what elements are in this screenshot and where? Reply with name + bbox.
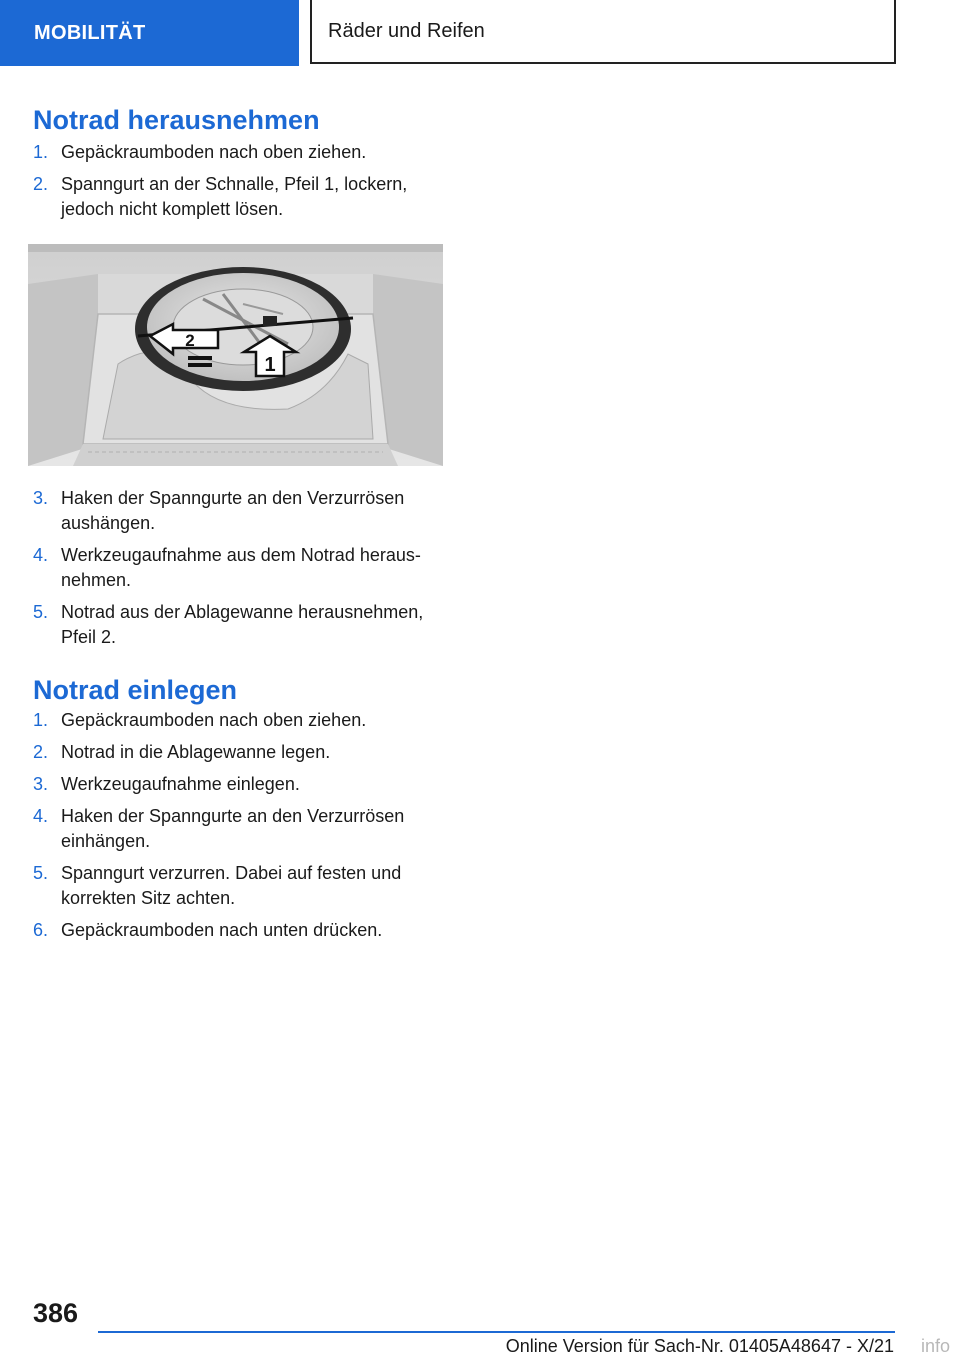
step-number: 1. xyxy=(33,142,49,162)
step-number: 1. xyxy=(33,710,49,730)
list-item xyxy=(33,918,448,943)
step-text: Werkzeugaufnahme aus dem Notrad heraus-nehmen. xyxy=(61,545,421,590)
section-label: MOBILITÄT xyxy=(34,21,146,44)
chapter-header xyxy=(310,0,896,64)
arrow-1-label: 1 xyxy=(264,354,276,376)
step-text: Gepäckraumboden nach oben ziehen. xyxy=(61,142,367,162)
list-item xyxy=(33,140,448,165)
list-item xyxy=(33,600,448,650)
step-number: 6. xyxy=(33,920,49,940)
insert-steps-list xyxy=(33,708,448,943)
step-text: Notrad aus der Ablagewanne herausnehmen, Pfeil 2. xyxy=(61,602,424,647)
step-number: 3. xyxy=(33,774,49,794)
page-number: 386 xyxy=(33,1298,79,1328)
watermark: info xyxy=(920,1336,950,1356)
step-number: 4. xyxy=(33,545,49,565)
list-item xyxy=(33,772,448,797)
arrow-2-label: 2 xyxy=(185,331,195,350)
online-version-note: Online Version für Sach-Nr. 01405A48647 - X/21 xyxy=(505,1336,894,1356)
step-text: Gepäckraumboden nach oben ziehen. xyxy=(61,710,367,730)
step-number: 4. xyxy=(33,806,49,826)
step-text: Werkzeugaufnahme einlegen. xyxy=(61,774,300,794)
step-text: Spanngurt an der Schnalle, Pfeil 1, lockern, jedoch nicht komplett lösen. xyxy=(61,174,408,219)
step-text: Haken der Spanngurte an den Verzurrösen einhängen. xyxy=(61,806,405,851)
list-item xyxy=(33,740,448,765)
step-number: 5. xyxy=(33,602,49,622)
list-item xyxy=(33,861,448,911)
spare-wheel-figure xyxy=(28,244,443,466)
step-number: 2. xyxy=(33,742,49,762)
step-text: Gepäckraumboden nach unten drücken. xyxy=(61,920,383,940)
section-title-insert: Notrad einlegen xyxy=(33,675,238,705)
step-text: Haken der Spanngurte an den Verzurrösen aushängen. xyxy=(61,488,405,533)
step-text: Notrad in die Ablagewanne legen. xyxy=(61,742,331,762)
list-item xyxy=(33,486,448,536)
list-item xyxy=(33,804,448,854)
section-tab xyxy=(0,0,299,66)
chapter-label: Räder und Reifen xyxy=(328,19,485,42)
step-text: Spanngurt verzurren. Dabei auf festen und korrekten Sitz achten. xyxy=(61,863,402,908)
section-title-remove: Notrad herausnehmen xyxy=(33,105,320,135)
list-item xyxy=(33,708,448,733)
footer-divider xyxy=(98,1331,895,1333)
remove-steps-list-continued xyxy=(33,486,448,650)
list-item xyxy=(33,543,448,593)
list-item xyxy=(33,172,448,222)
step-number: 5. xyxy=(33,863,49,883)
trunk-illustration xyxy=(28,244,443,466)
main-content xyxy=(33,100,448,950)
step-number: 2. xyxy=(33,174,49,194)
remove-steps-list xyxy=(33,140,448,222)
step-number: 3. xyxy=(33,488,49,508)
